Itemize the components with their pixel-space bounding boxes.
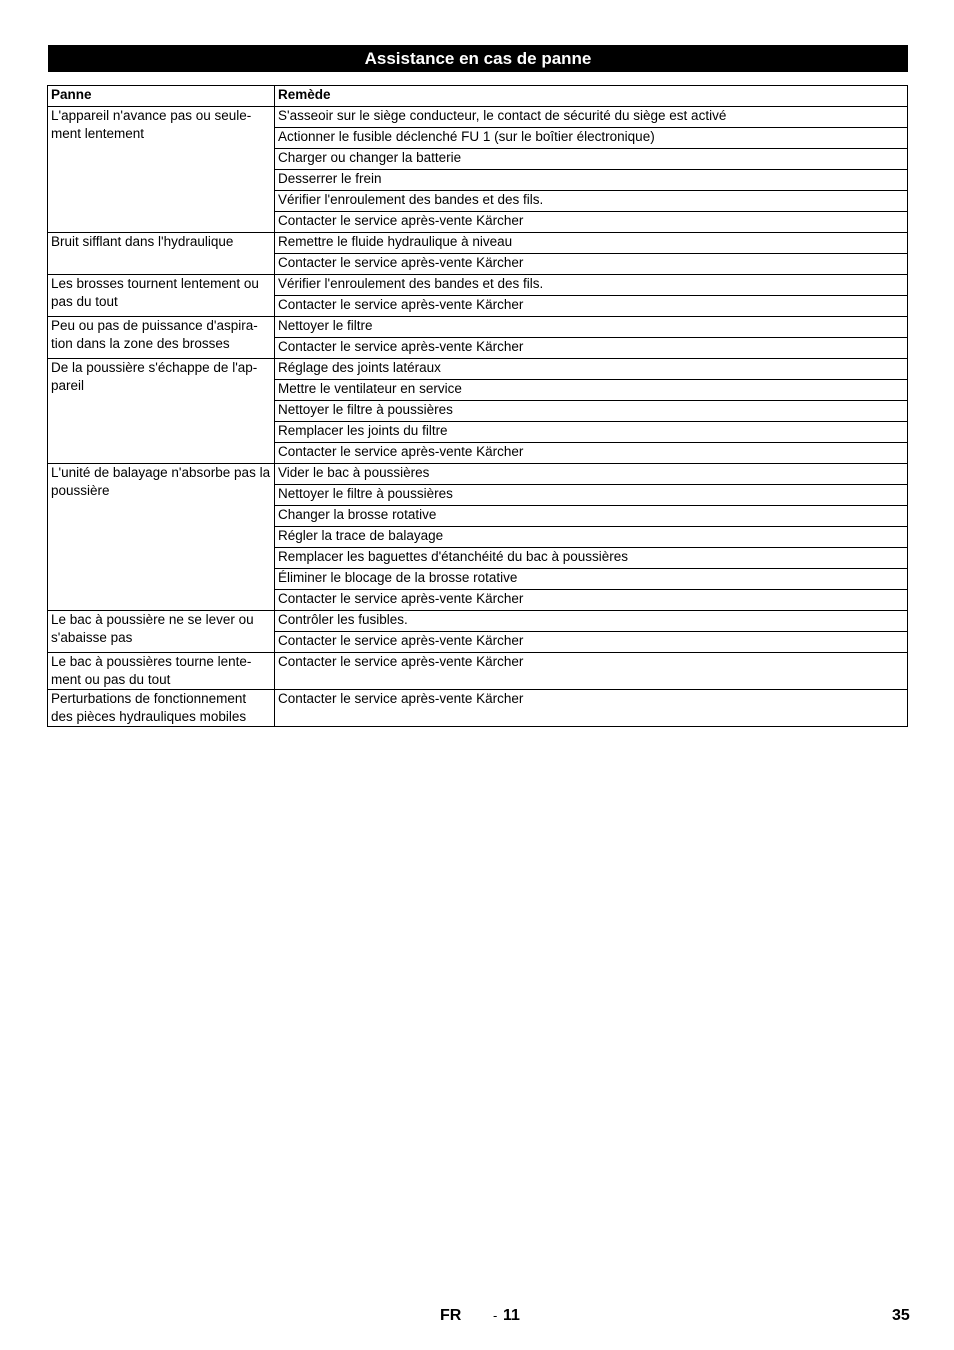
footer-section-page: 11 <box>503 1307 520 1324</box>
remedy-cell: Charger ou changer la batterie <box>275 149 908 170</box>
remedy-cell: Contacter le service après-vente Kärcher <box>275 632 908 653</box>
remedy-cell: Contacter le service après-vente Kärcher <box>275 443 908 464</box>
fault-cell: Peu ou pas de puissance d'aspira-tion dans la zone des brosses <box>48 317 275 359</box>
remedy-cell: Nettoyer le filtre à poussières <box>275 401 908 422</box>
table-row <box>48 233 908 254</box>
remedy-cell: Contacter le service après-vente Kärcher <box>275 254 908 275</box>
table-body <box>48 107 908 727</box>
remedy-cell: Contacter le service après-vente Kärcher <box>275 296 908 317</box>
remedy-cell: Desserrer le frein <box>275 170 908 191</box>
remedy-cell: Nettoyer le filtre à poussières <box>275 485 908 506</box>
table-row <box>48 275 908 296</box>
remedy-cell: Contacter le service après-vente Kärcher <box>275 590 908 611</box>
remedy-cell: Contacter le service après-vente Kärcher <box>275 653 908 690</box>
remedy-cell: Vider le bac à poussières <box>275 464 908 485</box>
remedy-cell: Vérifier l'enroulement des bandes et des fils. <box>275 191 908 212</box>
table-header-row <box>48 86 908 107</box>
remedy-cell: S'asseoir sur le siège conducteur, le contact de sécurité du siège est activé <box>275 107 908 128</box>
column-header-remedy: Remède <box>275 86 908 107</box>
remedy-cell: Remplacer les baguettes d'étanchéité du bac à poussières <box>275 548 908 569</box>
fault-cell: Le bac à poussière ne se lever ou s'abaisse pas <box>48 611 275 653</box>
fault-cell: L'appareil n'avance pas ou seule-ment lentement <box>48 107 275 233</box>
footer-page-number: 35 <box>892 1307 910 1324</box>
fault-cell: Les brosses tournent lentement ou pas du tout <box>48 275 275 317</box>
table-row <box>48 464 908 485</box>
remedy-cell: Réglage des joints latéraux <box>275 359 908 380</box>
remedy-cell: Contacter le service après-vente Kärcher <box>275 690 908 727</box>
remedy-cell: Remettre le fluide hydraulique à niveau <box>275 233 908 254</box>
footer-language: FR <box>440 1307 462 1324</box>
footer-dash: - <box>493 1308 498 1323</box>
remedy-cell: Nettoyer le filtre <box>275 317 908 338</box>
column-header-fault: Panne <box>48 86 275 107</box>
remedy-cell: Remplacer les joints du filtre <box>275 422 908 443</box>
remedy-cell: Contacter le service après-vente Kärcher <box>275 212 908 233</box>
table-row <box>48 107 908 128</box>
section-title: Assistance en cas de panne <box>48 45 908 72</box>
fault-cell: Perturbations de fonctionnement des pièces hydrauliques mobiles <box>48 690 275 727</box>
remedy-cell: Contacter le service après-vente Kärcher <box>275 338 908 359</box>
remedy-cell: Contrôler les fusibles. <box>275 611 908 632</box>
table-row <box>48 317 908 338</box>
remedy-cell: Vérifier l'enroulement des bandes et des fils. <box>275 275 908 296</box>
remedy-cell: Éliminer le blocage de la brosse rotative <box>275 569 908 590</box>
fault-cell: L'unité de balayage n'absorbe pas la poussière <box>48 464 275 611</box>
remedy-cell: Mettre le ventilateur en service <box>275 380 908 401</box>
fault-cell: Le bac à poussières tourne lente-ment ou pas du tout <box>48 653 275 690</box>
fault-cell: Bruit sifflant dans l'hydraulique <box>48 233 275 275</box>
table-row <box>48 611 908 632</box>
remedy-cell: Régler la trace de balayage <box>275 527 908 548</box>
table-row <box>48 359 908 380</box>
table-row <box>48 690 908 727</box>
fault-cell: De la poussière s'échappe de l'ap-pareil <box>48 359 275 464</box>
table-row <box>48 653 908 690</box>
remedy-cell: Changer la brosse rotative <box>275 506 908 527</box>
troubleshooting-table <box>47 85 908 727</box>
remedy-cell: Actionner le fusible déclenché FU 1 (sur le boîtier électronique) <box>275 128 908 149</box>
